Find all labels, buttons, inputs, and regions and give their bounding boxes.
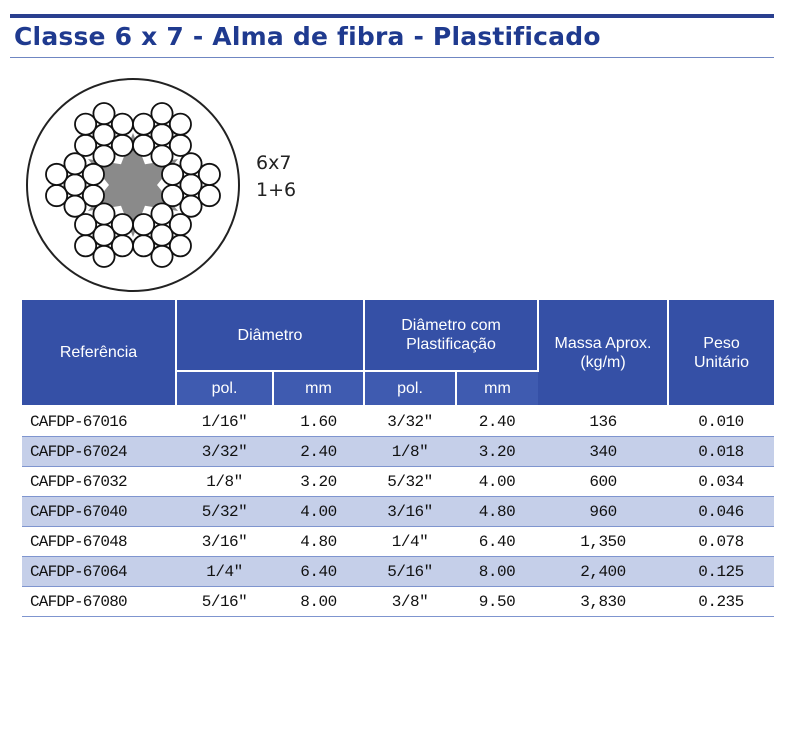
strand-outer-wire [112,214,133,235]
construction-wires: 1+6 [256,179,297,201]
cell-diametro-mm: 6.40 [273,557,364,587]
subheader-diametro-mm: mm [273,371,364,406]
cell-diametro-mm: 8.00 [273,587,364,617]
cell-peso: 0.046 [668,497,774,527]
cell-massa: 2,400 [538,557,668,587]
cell-massa: 1,350 [538,527,668,557]
cell-massa: 136 [538,406,668,437]
cell-plast-mm: 6.40 [456,527,538,557]
table-row [22,527,774,557]
header-peso-line2: Unitário [693,353,750,371]
cell-plast-pol: 3/16" [364,497,456,527]
title-rule [10,57,774,58]
cell-plast-mm: 9.50 [456,587,538,617]
cell-referencia: CAFDP-67048 [22,527,176,557]
header-peso [668,300,774,406]
subheader-plast-pol: pol. [364,371,456,406]
cell-massa: 960 [538,497,668,527]
cell-peso: 0.078 [668,527,774,557]
strand-outer-wire [199,164,220,185]
header-massa [538,300,668,406]
cell-referencia: CAFDP-67032 [22,467,176,497]
strand-outer-wire [133,135,154,156]
cell-referencia: CAFDP-67016 [22,406,176,437]
cell-referencia: CAFDP-67064 [22,557,176,587]
cell-diametro-mm: 1.60 [273,406,364,437]
cell-diametro-pol: 3/32" [176,437,273,467]
table-row [22,497,774,527]
cell-diametro-pol: 5/16" [176,587,273,617]
cell-plast-mm: 8.00 [456,557,538,587]
cell-diametro-mm: 4.80 [273,527,364,557]
header-diametro: Diâmetro [176,300,364,371]
table-row [22,467,774,497]
construction-strands: 6x7 [256,152,292,174]
cell-peso: 0.235 [668,587,774,617]
specifications-table [22,300,774,617]
cell-diametro-mm: 4.00 [273,497,364,527]
cell-peso: 0.010 [668,406,774,437]
subheader-diametro-pol: pol. [176,371,273,406]
cell-plast-mm: 3.20 [456,437,538,467]
top-rule [10,14,774,18]
table-row [22,437,774,467]
table-row [22,557,774,587]
header-diametro-plast-line2: Plastificação [406,336,496,353]
cell-referencia: CAFDP-67080 [22,587,176,617]
cell-plast-pol: 1/4" [364,527,456,557]
cell-diametro-pol: 5/32" [176,497,273,527]
cell-plast-pol: 1/8" [364,437,456,467]
cell-plast-pol: 3/32" [364,406,456,437]
strand-outer-wire [112,114,133,135]
cell-diametro-pol: 1/8" [176,467,273,497]
cell-massa: 340 [538,437,668,467]
table-row [22,406,774,437]
header-massa-line1: Massa Aprox. [554,334,652,352]
header-referencia: Referência [22,300,176,406]
strand-outer-wire [46,185,67,206]
cell-plast-mm: 4.80 [456,497,538,527]
header-diametro-plastificacao [364,300,538,371]
cell-peso: 0.125 [668,557,774,587]
rope-cross-section-diagram [22,74,244,296]
cell-diametro-pol: 1/16" [176,406,273,437]
cell-peso: 0.034 [668,467,774,497]
cell-plast-pol: 5/16" [364,557,456,587]
header-diametro-plast-line1: Diâmetro com [401,317,501,334]
cell-referencia: CAFDP-67024 [22,437,176,467]
cell-diametro-pol: 1/4" [176,557,273,587]
cell-peso: 0.018 [668,437,774,467]
cell-plast-pol: 3/8" [364,587,456,617]
cell-diametro-pol: 3/16" [176,527,273,557]
strand-outer-wire [170,114,191,135]
cell-plast-pol: 5/32" [364,467,456,497]
construction-label [256,150,296,204]
strand-outer-wire [75,135,96,156]
cell-diametro-mm: 2.40 [273,437,364,467]
cell-plast-mm: 4.00 [456,467,538,497]
cell-diametro-mm: 3.20 [273,467,364,497]
cell-referencia: CAFDP-67040 [22,497,176,527]
strand-outer-wire [75,235,96,256]
table-row [22,587,774,617]
cell-massa: 600 [538,467,668,497]
cell-plast-mm: 2.40 [456,406,538,437]
strand-outer-wire [170,214,191,235]
cell-massa: 3,830 [538,587,668,617]
page-title: Classe 6 x 7 - Alma de fibra - Plastificado [14,22,601,51]
subheader-plast-mm: mm [456,371,538,406]
strand-outer-wire [133,235,154,256]
header-massa-line2: (kg/m) [580,353,626,371]
header-peso-line1: Peso [703,334,740,352]
